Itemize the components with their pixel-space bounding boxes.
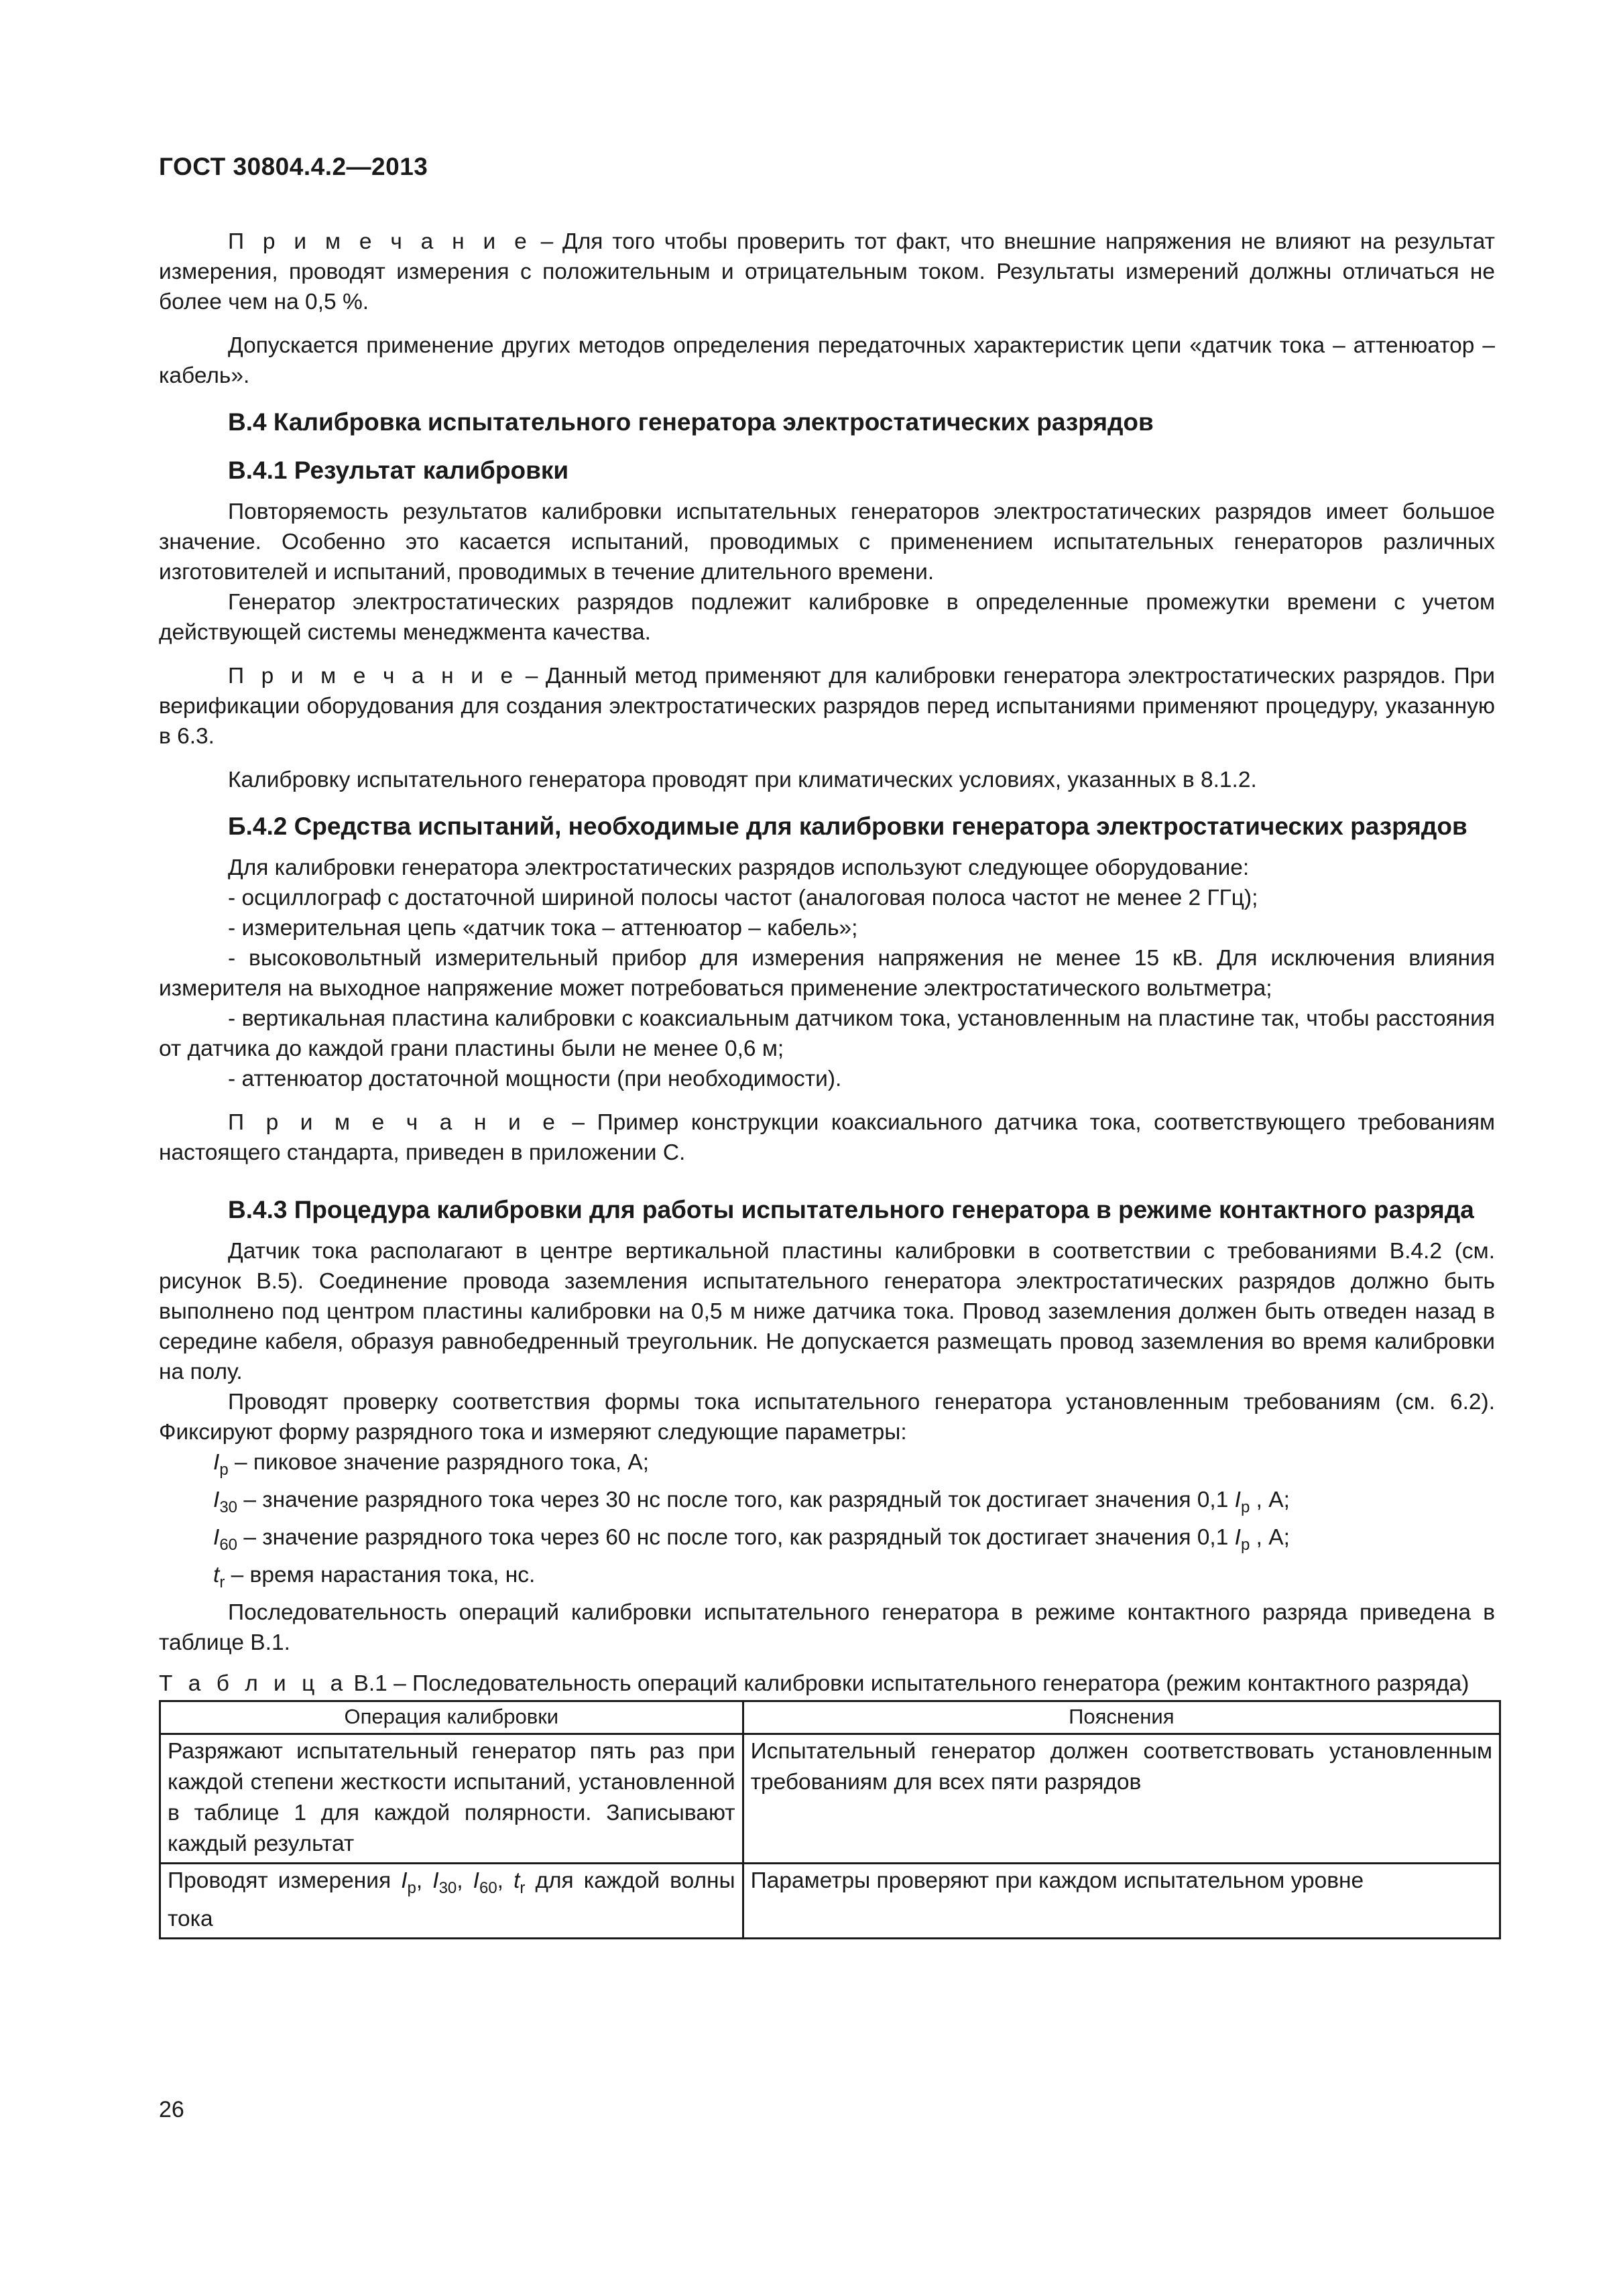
note-external-voltage bbox=[159, 227, 1495, 317]
symbol: I bbox=[213, 1525, 220, 1550]
table-cell-operation bbox=[160, 1864, 743, 1939]
document-body bbox=[159, 227, 1495, 1939]
symbol: I bbox=[401, 1868, 408, 1893]
list-item: - аттенюатор достаточной мощности (при необходимости). bbox=[228, 1067, 842, 1091]
note-label: П р и м е ч а н и е bbox=[228, 1110, 560, 1135]
subscript: p bbox=[219, 1461, 229, 1479]
parameter-text: , А; bbox=[1250, 1488, 1290, 1512]
table-caption-label: Т а б л и ц а bbox=[159, 1671, 348, 1696]
subscript: p bbox=[1240, 1498, 1250, 1516]
note-text: – Пример конструкции коаксиального датчика тока, соответствующего требованиям настоящего стандарта, приведен в приложении С. bbox=[159, 1110, 1495, 1165]
note-sensor-example bbox=[159, 1107, 1495, 1168]
paragraph-equipment-intro: Для калибровки генератора электростатических разрядов используют следующее оборудование: bbox=[228, 855, 1250, 880]
subscript: 30 bbox=[438, 1879, 457, 1897]
list-item: - осциллограф с достаточной шириной полосы частот (аналоговая полоса частот не менее 2 ГГц); bbox=[228, 886, 1258, 910]
paragraph-sensor-position: Датчик тока располагают в центре вертикальной пластины калибровки в соответствии с требованиями В.4.2 (см. рисунок В.5). Соединение провода заземления испытательного генератора электростатических разрядов должно быть выполнено под центром пластины калибровки на 0,5 м ниже датчика тока. Провод заземления должен быть отведен назад в середине кабеля, образуя равнобедренный треугольник. Не допускается размещать провод заземления во время калибровки на полу. bbox=[159, 1239, 1495, 1384]
paragraph-check-form: Проводят проверку соответствия формы тока испытательного генератора установленным требованиям (см. 6.2). Фиксируют форму разрядного тока и измеряют следующие параметры: bbox=[159, 1390, 1495, 1445]
cell-text: Проводят измерения bbox=[168, 1868, 402, 1893]
note-label: П р и м е ч а н и е bbox=[228, 229, 532, 254]
separator: , bbox=[457, 1868, 473, 1893]
subscript: r bbox=[520, 1879, 526, 1897]
table-cell-notes: Параметры проверяют при каждом испытательном уровне bbox=[743, 1864, 1500, 1939]
subscript: r bbox=[219, 1573, 225, 1591]
cell-text: для каждой волны тока bbox=[168, 1868, 735, 1931]
table-row bbox=[160, 1734, 1500, 1864]
column-header-notes: Пояснения bbox=[743, 1701, 1500, 1734]
note-method bbox=[159, 661, 1495, 751]
paragraph-other-methods: Допускается применение других методов определения передаточных характеристик цепи «датчик тока – аттенюатор – кабель». bbox=[159, 333, 1495, 388]
page-number: 26 bbox=[159, 2097, 184, 2122]
parameter-text: , А; bbox=[1250, 1525, 1290, 1550]
parameter-text: – пиковое значение разрядного тока, А; bbox=[228, 1450, 650, 1475]
subscript: p bbox=[407, 1879, 416, 1897]
symbol: I bbox=[473, 1868, 479, 1893]
symbol: I bbox=[213, 1488, 220, 1512]
subscript: 60 bbox=[479, 1879, 497, 1897]
subscript: 60 bbox=[219, 1536, 238, 1554]
note-text: – Для того чтобы проверить тот факт, что внешние напряжения не влияют на результат измерения, проводят измерения с положительным и отрицательным током. Результаты измерений должны отличаться не более чем на 0,5 %. bbox=[159, 229, 1495, 314]
table-row bbox=[160, 1864, 1500, 1939]
standard-header: ГОСТ 30804.4.2—2013 bbox=[159, 153, 428, 180]
list-item: - вертикальная пластина калибровки с коаксиальным датчиком тока, установленным на пластине так, чтобы расстояния от датчика до каждой грани пластины были не менее 0,6 м; bbox=[159, 1006, 1495, 1061]
subscript: 30 bbox=[219, 1498, 238, 1516]
parameter-text: – значение разрядного тока через 60 нс после того, как разрядный ток достигает значения 0,1 bbox=[237, 1525, 1235, 1550]
section-heading-b41: В.4.1 Результат калибровки bbox=[228, 457, 569, 484]
paragraph-climatic: Калибровку испытательного генератора проводят при климатических условиях, указанных в 8.1.2. bbox=[228, 768, 1257, 792]
subscript: p bbox=[1240, 1536, 1250, 1554]
parameter-tr bbox=[159, 1560, 1495, 1597]
paragraph-repeatability: Повторяемость результатов калибровки испытательных генераторов электростатических разрядов имеет большое значение. Особенно это касается испытаний, проводимых с применением испытательных генераторов различных изготовителей и испытаний, проводимых в течение длительного времени. bbox=[159, 499, 1495, 585]
table-caption bbox=[159, 1669, 1495, 1699]
symbol: I bbox=[1234, 1525, 1241, 1550]
parameter-i60 bbox=[159, 1522, 1495, 1560]
column-header-operation: Операция калибровки bbox=[160, 1701, 743, 1734]
note-text: – Данный метод применяют для калибровки генератора электростатических разрядов. При верификации оборудования для создания электростатических разрядов перед испытаниями применяют процедуру, указанную в 6.3. bbox=[159, 664, 1495, 749]
table-cell-operation: Разряжают испытательный генератор пять раз при каждой степени жесткости испытаний, установленной в таблице 1 для каждой полярности. Записывают каждый результат bbox=[160, 1734, 743, 1864]
parameter-ip bbox=[159, 1447, 1495, 1485]
separator: , bbox=[416, 1868, 433, 1893]
table-header-row bbox=[160, 1701, 1500, 1734]
parameter-i30 bbox=[159, 1485, 1495, 1522]
paragraph-sequence: Последовательность операций калибровки испытательного генератора в режиме контактного разряда приведена в таблице В.1. bbox=[159, 1600, 1495, 1655]
parameter-text: – время нарастания тока, нс. bbox=[225, 1563, 536, 1587]
section-heading-b42: Б.4.2 Средства испытаний, необходимые для калибровки генератора электростатических разрядов bbox=[228, 812, 1467, 840]
symbol: t bbox=[514, 1868, 520, 1893]
separator: , bbox=[497, 1868, 514, 1893]
symbol: I bbox=[432, 1868, 439, 1893]
list-item: - высоковольтный измерительный прибор для измерения напряжения не менее 15 кВ. Для исключения влияния измерителя на выходное напряжение может потребоваться применение электростатического вольтметра; bbox=[159, 946, 1495, 1001]
parameter-text: – значение разрядного тока через 30 нс после того, как разрядный ток достигает значения 0,1 bbox=[237, 1488, 1235, 1512]
paragraph-generator-calibration: Генератор электростатических разрядов подлежит калибровке в определенные промежутки времени с учетом действующей системы менеджмента качества. bbox=[159, 590, 1495, 645]
symbol: I bbox=[213, 1450, 220, 1475]
section-heading-b43: В.4.3 Процедура калибровки для работы испытательного генератора в режиме контактного разряда bbox=[228, 1196, 1474, 1223]
symbol: t bbox=[213, 1563, 220, 1587]
calibration-table bbox=[159, 1700, 1501, 1939]
note-label: П р и м е ч а н и е bbox=[228, 664, 518, 688]
list-item: - измерительная цепь «датчик тока – аттенюатор – кабель»; bbox=[228, 916, 858, 941]
table-cell-notes: Испытательный генератор должен соответствовать установленным требованиям для всех пяти разрядов bbox=[743, 1734, 1500, 1864]
table-caption-text: В.1 – Последовательность операций калибровки испытательного генератора (режим контактного разряда) bbox=[347, 1671, 1469, 1696]
symbol: I bbox=[1234, 1488, 1241, 1512]
document-page bbox=[159, 0, 1495, 2296]
section-heading-b4: В.4 Калибровка испытательного генератора электростатических разрядов bbox=[228, 408, 1154, 436]
